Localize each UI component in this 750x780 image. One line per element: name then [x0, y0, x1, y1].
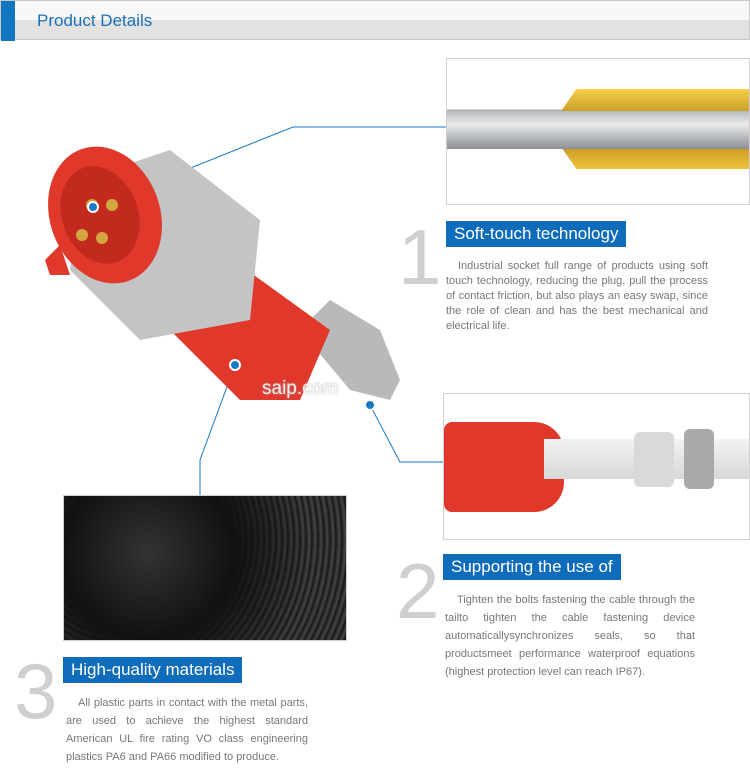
feature-text-1: Industrial socket full range of products using soft touch technology, reducing the plug, pull the process of contact friction, but also plays an easy swap, since the role of clean and has the best mechanical and electrical life.	[446, 260, 708, 332]
feature-title-2: Supporting the use of	[443, 554, 621, 580]
plastic-granules-photo	[63, 495, 347, 641]
feature-text-3: All plastic parts in contact with the metal parts, are used to achieve the highest standard American UL fire rating VO class engineering plastics PA6 and PA66 modified to produce.	[66, 697, 308, 763]
feature-number-3: 3	[14, 647, 58, 735]
contact-closeup-photo	[446, 58, 750, 205]
watermark: saip.com	[262, 378, 339, 399]
plug-body	[29, 130, 400, 410]
cable-gland-photo	[443, 393, 750, 540]
feature-text-2: Tighten the bolts fastening the cable through the tailto tighten the cable fastening device automaticallysynchronizes seals, so that productsmeet performance waterproof equations (highest protection level can reach IP67).	[445, 594, 695, 678]
feature-title-1: Soft-touch technology	[446, 221, 626, 247]
feature-number-1: 1	[398, 213, 442, 301]
page-title: Product Details	[37, 11, 153, 30]
feature-title-3: High-quality materials	[63, 657, 242, 683]
feature-number-2: 2	[396, 547, 440, 635]
